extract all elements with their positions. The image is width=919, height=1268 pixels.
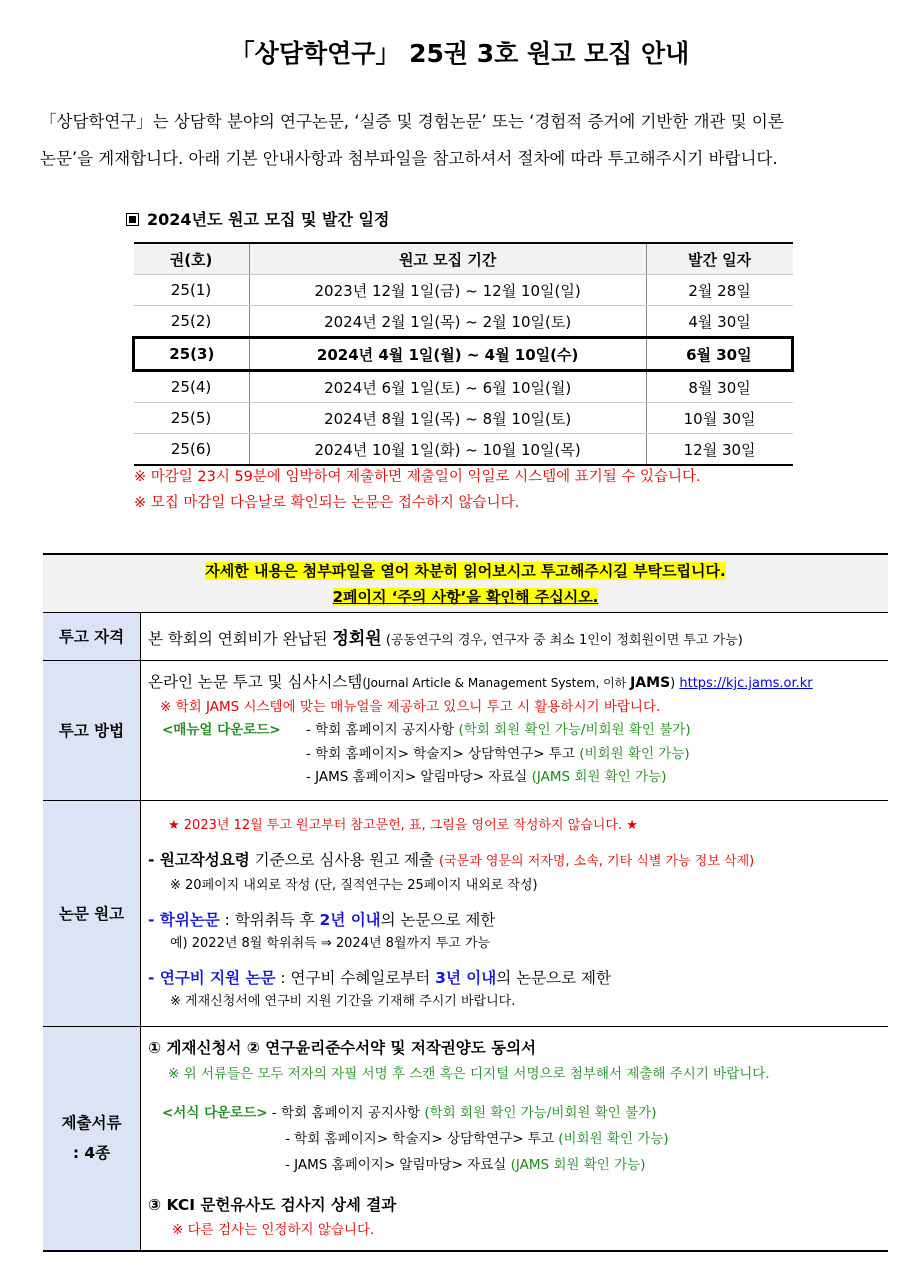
cell-period: 2024년 2월 1일(목) ~ 2월 10일(토) [249, 306, 646, 338]
guide-page-limit: ※ 20페이지 내외로 작성 (단, 질적연구는 25페이지 내외로 작성) [170, 877, 538, 893]
manuscript-row [43, 801, 888, 1027]
dash: - [148, 968, 160, 987]
schedule-heading [126, 207, 389, 230]
notice-banner [43, 554, 888, 613]
page-title: 「상담학연구」 25권 3호 원고 모집 안내 [229, 39, 690, 68]
cell-publish-date: 4월 30일 [646, 306, 792, 338]
cell-period: 2024년 4월 1일(월) ~ 4월 10일(수) [249, 338, 646, 371]
cell-volume: 25(4) [134, 371, 250, 403]
dash: - [148, 910, 160, 929]
guide-text: 기준으로 심사용 원고 제출 [249, 850, 440, 869]
cell-volume: 25(5) [134, 403, 250, 434]
form-download-label: <서식 다운로드> [162, 1105, 268, 1122]
source-note: (비회원 확인 가능) [558, 1131, 669, 1148]
manuscript-label: 논문 원고 [43, 801, 141, 1027]
deadline-note-1: ※ 마감일 23시 59분에 임박하여 제출하면 제출일이 익일로 시스템에 표기될 수 있습니다. [134, 469, 701, 485]
table-row [134, 306, 793, 338]
jams-url-link[interactable]: https://kjc.jams.or.kr [679, 676, 813, 692]
method-download-line-2 [148, 743, 888, 767]
thesis-limit: 2년 이내 [319, 910, 381, 929]
source-path: - 학회 홈페이지 공지사항 [306, 722, 459, 739]
eligibility-label: 투고 자격 [43, 613, 141, 661]
cell-publish-date: 2월 28일 [646, 275, 792, 306]
guide-note: (국문과 영문의 저자명, 소속, 기타 식별 가능 정보 삭제) [439, 853, 755, 869]
documents-item-3: ③ KCI 문헌유사도 검사지 상세 결과 [148, 1196, 397, 1215]
thesis-text: : 학위취득 후 [219, 910, 320, 929]
table-row-highlighted [134, 338, 793, 371]
cell-period: 2024년 10월 1일(화) ~ 10월 10일(목) [249, 434, 646, 466]
table-row [134, 275, 793, 306]
cell-volume: 25(2) [134, 306, 250, 338]
col-header-publish-date: 발간 일자 [646, 243, 792, 275]
source-note: (학회 회원 확인 가능/비회원 확인 불가) [458, 722, 691, 739]
cell-publish-date: 12월 30일 [646, 434, 792, 466]
documents-label-line-1: 제출서류 [61, 1114, 122, 1133]
cell-period: 2023년 12월 1일(금) ~ 12월 10일(일) [249, 275, 646, 306]
form-download-line-1 [148, 1100, 888, 1126]
method-row [43, 661, 888, 801]
source-path: - 학회 홈페이지 공지사항 [267, 1105, 425, 1122]
documents-label [43, 1027, 141, 1251]
submission-info-table [43, 553, 888, 1252]
col-header-period: 원고 모집 기간 [249, 243, 646, 275]
eligibility-row [43, 613, 888, 661]
col-header-volume: 권(호) [134, 243, 250, 275]
source-path: - JAMS 홈페이지> 알림마당> 자료실 [306, 769, 532, 786]
schedule-header-row [134, 243, 793, 275]
schedule-table [132, 242, 794, 466]
eligibility-content [141, 613, 889, 661]
eligibility-text: 본 학회의 연회비가 완납된 [148, 630, 333, 648]
manuscript-content [141, 801, 889, 1027]
banner-line-1: 자세한 내용은 첨부파일을 열어 차분히 읽어보시고 투고해주시길 부탁드립니다. [205, 561, 726, 580]
method-label: 투고 방법 [43, 661, 141, 801]
deadline-note-2: ※ 모집 마감일 다음날로 확인되는 논문은 접수하지 않습니다. [134, 495, 520, 511]
method-manual-notice: ※ 학회 JAMS 시스템에 맞는 매뉴얼을 제공하고 있으니 투고 시 활용하시기 바랍니다. [160, 698, 661, 715]
documents-row [43, 1027, 888, 1251]
eligibility-note: (공동연구의 경우, 연구자 중 최소 1인이 정회원이면 투고 가능) [381, 633, 743, 648]
source-path: - JAMS 홈페이지> 알림마당> 자료실 [285, 1157, 511, 1174]
banner-row [43, 554, 888, 613]
intro-line-2: 논문’을 게재합니다. 아래 기본 안내사항과 첨부파일을 참고하셔서 절차에 따라 투고해주시기 바랍니다. [40, 149, 778, 168]
table-row [134, 403, 793, 434]
thesis-title: 학위논문 [159, 910, 220, 929]
method-system-text: 온라인 논문 투고 및 심사시스템 [148, 673, 363, 692]
form-download-line-2 [148, 1126, 888, 1152]
form-download-line-3 [148, 1152, 888, 1178]
source-note: (JAMS 회원 확인 가능) [531, 769, 667, 786]
thesis-text-end: 의 논문으로 제한 [380, 910, 496, 929]
table-row [134, 434, 793, 466]
method-download-line-1 [148, 719, 888, 743]
method-system-line [148, 671, 888, 696]
source-note: (JAMS 회원 확인 가능) [510, 1157, 646, 1174]
documents-content [141, 1027, 889, 1251]
guide-line [148, 848, 888, 874]
table-row [134, 371, 793, 403]
dash: - [148, 850, 160, 869]
thesis-line [148, 908, 888, 932]
cell-publish-date: 8월 30일 [646, 371, 792, 403]
schedule-heading-text: 2024년도 원고 모집 및 발간 일정 [147, 210, 390, 229]
grant-line [148, 966, 888, 990]
source-note: (비회원 확인 가능) [579, 745, 690, 762]
paren-close: ) [670, 676, 680, 692]
manual-download-label: <매뉴얼 다운로드> [162, 722, 281, 739]
intro-line-1: 「상담학연구」는 상담학 분야의 연구논문, ‘실증 및 경험논문’ 또는 ‘경험적 증거에 기반한 개관 및 이론 [40, 112, 784, 131]
eligibility-member-type: 정회원 [332, 629, 382, 649]
thesis-example: 예) 2022년 8월 학위취득 ⇒ 2024년 8월까지 투고 가능 [170, 935, 491, 951]
grant-text-end: 의 논문으로 제한 [496, 968, 611, 987]
cell-publish-date: 6월 30일 [646, 338, 792, 371]
square-bullet-icon [126, 213, 139, 226]
documents-signature-note: ※ 위 서류들은 모두 저자의 자필 서명 후 스캔 혹은 디지털 서명으로 첨부해서 제출해 주시기 바랍니다. [168, 1066, 770, 1083]
cell-volume: 25(3) [134, 338, 250, 371]
jams-acronym: JAMS [630, 675, 671, 692]
documents-item-3-note: ※ 다른 검사는 인정하지 않습니다. [172, 1222, 375, 1239]
grant-note: ※ 게재신청서에 연구비 지원 기간을 기재해 주시기 바랍니다. [170, 993, 516, 1009]
source-path: - 학회 홈페이지> 학술지> 상담학연구> 투고 [285, 1131, 559, 1148]
grant-limit: 3년 이내 [435, 968, 497, 987]
source-note: (학회 회원 확인 가능/비회원 확인 불가) [424, 1105, 657, 1122]
cell-period: 2024년 8월 1일(목) ~ 8월 10일(토) [249, 403, 646, 434]
guide-title: 원고작성요령 [159, 850, 250, 869]
cell-publish-date: 10월 30일 [646, 403, 792, 434]
method-download-line-3 [148, 766, 888, 790]
cell-period: 2024년 6월 1일(토) ~ 6월 10일(월) [249, 371, 646, 403]
banner-line-2: 2페이지 ‘주의 사항’을 확인해 주십시오. [332, 587, 599, 606]
method-system-english: (Journal Article & Management System, 이하 [362, 676, 631, 691]
grant-title: 연구비 지원 논문 [159, 968, 276, 987]
source-path: - 학회 홈페이지> 학술지> 상담학연구> 투고 [306, 745, 580, 762]
grant-text: : 연구비 수혜일로부터 [275, 968, 436, 987]
cell-volume: 25(6) [134, 434, 250, 466]
star-notice: ★ 2023년 12월 투고 원고부터 참고문헌, 표, 그림을 영어로 작성하지 않습니다. ★ [168, 817, 638, 833]
documents-label-line-2: : 4종 [72, 1144, 111, 1163]
documents-item-1-2: ① 게재신청서 ② 연구윤리준수서약 및 저작권양도 동의서 [148, 1039, 537, 1058]
cell-volume: 25(1) [134, 275, 250, 306]
method-content [141, 661, 889, 801]
